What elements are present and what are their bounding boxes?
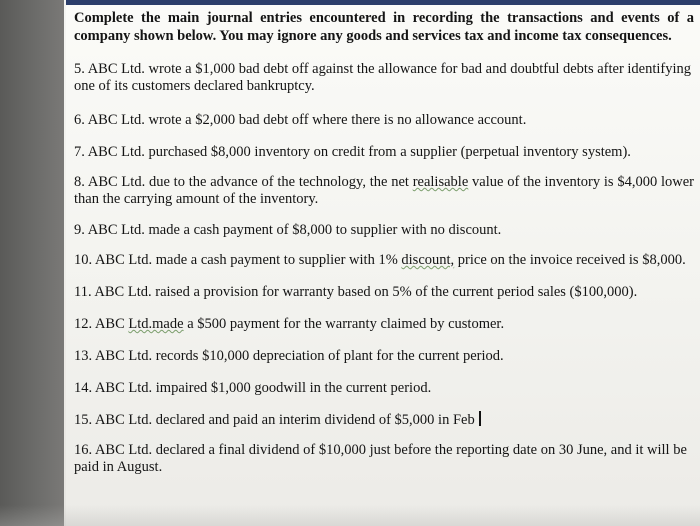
question-7: 7. ABC Ltd. purchased $8,000 inventory on credit from a supplier (perpetual inventory system). [74, 144, 631, 160]
question-8-text-end: value of the inventory is $4,000 lower than the carrying amount of the inventory. [74, 174, 695, 207]
top-border-strip [66, 0, 700, 5]
bottom-shadow [0, 505, 700, 526]
question-9: 9. ABC Ltd. made a cash payment of $8,000 to supplier with no discount. [74, 222, 502, 238]
spellcheck-underlined-word: discount, [401, 252, 455, 268]
question-13: 13. ABC Ltd. records $10,000 depreciation of plant for the current period. [74, 348, 504, 364]
instructions-paragraph: Complete the main journal entries encountered in recording the transactions and events of a company shown below. You may ignore any goods and services tax and income tax consequences. [74, 10, 694, 44]
question-12 [74, 316, 694, 333]
question-5: 5. ABC Ltd. wrote a $1,000 bad debt off against the allowance for bad and doubtful debts after identifying one of its customers declared bankruptcy. [74, 61, 692, 94]
spellcheck-underlined-word: realisable [412, 174, 469, 190]
question-14: 14. ABC Ltd. impaired $1,000 goodwill in the current period. [74, 380, 432, 396]
left-edge-shadow [0, 0, 64, 526]
question-8-text-start: 8. ABC Ltd. due to the advance of the technology, the net [74, 174, 413, 190]
question-8 [74, 174, 694, 208]
question-10-text-end: price on the invoice received is $8,000. [454, 252, 686, 268]
question-11: 11. ABC Ltd. raised a provision for warranty based on 5% of the current period sales ($100,000). [74, 284, 638, 300]
question-15 [74, 411, 694, 429]
text-cursor [479, 411, 481, 426]
question-12-text-end: a $500 payment for the warranty claimed by customer. [183, 316, 505, 332]
question-15-text: 15. ABC Ltd. declared and paid an interim dividend of $5,000 in Feb [74, 412, 475, 428]
question-16: 16. ABC Ltd. declared a final dividend of $10,000 just before the reporting date on 30 June, and it will be paid in August. [74, 442, 687, 475]
question-10-text-start: 10. ABC Ltd. made a cash payment to supplier with 1% [74, 252, 402, 268]
document-content [74, 9, 694, 476]
spellcheck-underlined-word: Ltd.made [128, 316, 184, 332]
question-10 [74, 252, 694, 269]
question-12-text-start: 12. ABC [74, 316, 129, 332]
question-6: 6. ABC Ltd. wrote a $2,000 bad debt off where there is no allowance account. [74, 112, 527, 128]
